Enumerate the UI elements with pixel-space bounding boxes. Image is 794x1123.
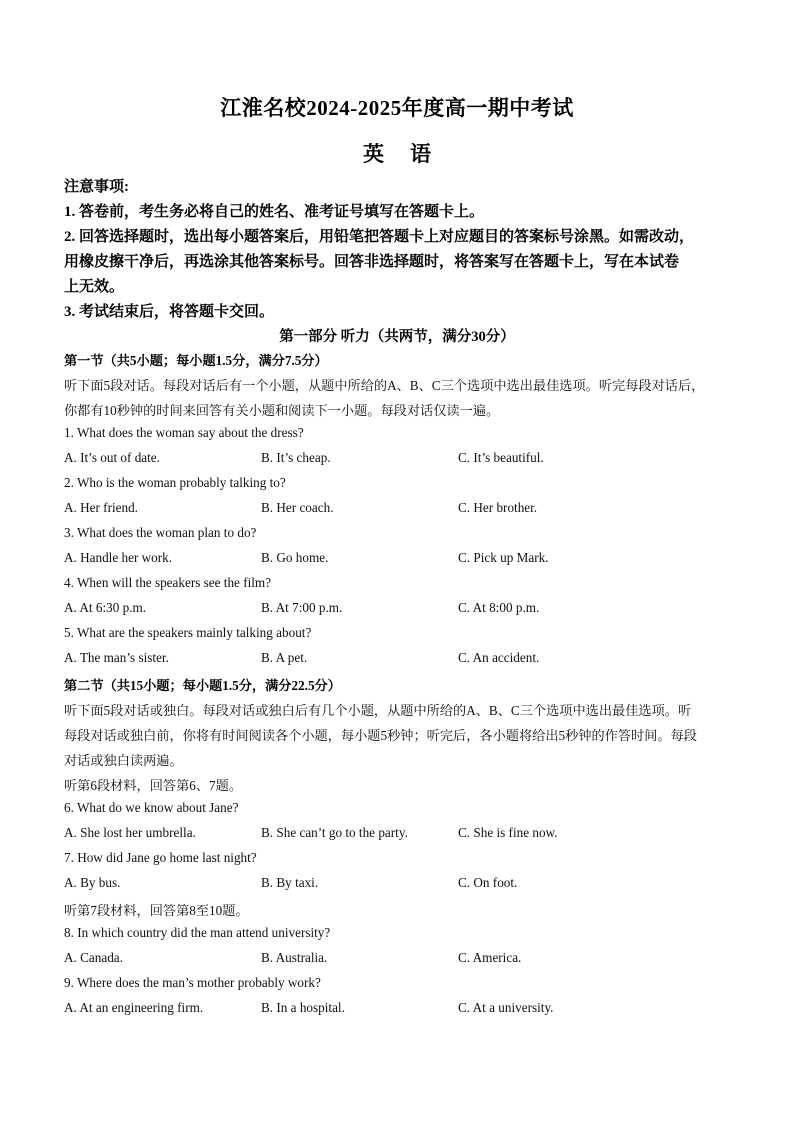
- section2-instructions: 每段对话或独白前，你将有时间阅读各个小题，每小题5秒钟；听完后，各小题将给出5秒钟的作答时间。每段: [64, 728, 697, 743]
- question-text: 7. How did Jane go home last night?: [64, 850, 257, 865]
- exam-title: 江淮名校2024-2025年度高一期中考试: [220, 96, 574, 120]
- question-text: 6. What do we know about Jane?: [64, 800, 239, 815]
- note-item: 1. 答卷前，考生务必将自己的姓名、准考证号填写在答题卡上。: [64, 204, 485, 220]
- option-a: A. It’s out of date.: [64, 450, 160, 465]
- part1-heading: 第一部分 听力（共两节，满分30分）: [279, 329, 515, 345]
- option-a: A. At 6:30 p.m.: [64, 600, 147, 615]
- section1-instructions: 听下面5段对话。每段对话后有一个小题，从题中所给的A、B、C三个选项中选出最佳选项。听完每段对话后，: [64, 378, 705, 393]
- question-text: 5. What are the speakers mainly talking about?: [64, 625, 312, 640]
- option-c: C. At 8:00 p.m.: [458, 600, 540, 615]
- option-c: C. It’s beautiful.: [458, 450, 544, 465]
- question-text: 9. Where does the man’s mother probably work?: [64, 975, 321, 990]
- question-text: 8. In which country did the man attend university?: [64, 925, 331, 940]
- option-b: B. In a hospital.: [261, 1000, 345, 1015]
- question-text: 3. What does the woman plan to do?: [64, 525, 257, 540]
- option-b: B. Go home.: [261, 550, 329, 565]
- option-a: A. Handle her work.: [64, 550, 173, 565]
- option-a: A. She lost her umbrella.: [64, 825, 196, 840]
- question-text: 2. Who is the woman probably talking to?: [64, 475, 286, 490]
- note-item: 上无效。: [64, 279, 125, 295]
- question-text: 4. When will the speakers see the film?: [64, 575, 272, 590]
- option-c: C. An accident.: [458, 650, 540, 665]
- section1-heading: 第一节（共5小题；每小题1.5分，满分7.5分）: [64, 353, 328, 368]
- option-b: B. By taxi.: [261, 875, 319, 890]
- section2-instructions: 对话或独白读两遍。: [64, 753, 183, 768]
- option-c: C. At a university.: [458, 1000, 554, 1015]
- option-b: B. At 7:00 p.m.: [261, 600, 343, 615]
- question-text: 1. What does the woman say about the dress?: [64, 425, 304, 440]
- section2-heading: 第二节（共15小题；每小题1.5分，满分22.5分）: [64, 678, 341, 693]
- option-c: C. She is fine now.: [458, 825, 558, 840]
- section1-instructions: 你都有10秒钟的时间来回答有关小题和阅读下一小题。每段对话仅读一遍。: [64, 403, 500, 418]
- note-item: 用橡皮擦干净后，再选涂其他答案标号。回答非选择题时，将答案写在答题卡上，写在本试卷: [64, 254, 680, 270]
- option-a: A. Her friend.: [64, 500, 138, 515]
- section2-instructions: 听下面5段对话或独白。每段对话或独白后有几个小题，从题中所给的A、B、C三个选项中选出最佳选项。听: [64, 703, 692, 718]
- subject-title: 英语: [363, 142, 457, 166]
- option-a: A. The man’s sister.: [64, 650, 169, 665]
- option-a: A. At an engineering firm.: [64, 1000, 204, 1015]
- option-a: A. By bus.: [64, 875, 121, 890]
- option-b: B. A pet.: [261, 650, 308, 665]
- material-note: 听第6段材料，回答第6、7题。: [64, 778, 243, 793]
- option-b: B. It’s cheap.: [261, 450, 331, 465]
- note-item: 3. 考试结束后，将答题卡交回。: [64, 304, 275, 320]
- option-c: C. On foot.: [458, 875, 518, 890]
- notes-heading: 注意事项:: [64, 179, 129, 195]
- option-c: C. Her brother.: [458, 500, 538, 515]
- option-a: A. Canada.: [64, 950, 123, 965]
- option-b: B. Australia.: [261, 950, 328, 965]
- option-b: B. She can’t go to the party.: [261, 825, 408, 840]
- note-item: 2. 回答选择题时，选出每小题答案后，用铅笔把答题卡上对应题目的答案标号涂黑。如需改动，: [64, 229, 695, 245]
- material-note: 听第7段材料，回答第8至10题。: [64, 903, 249, 918]
- option-c: C. Pick up Mark.: [458, 550, 549, 565]
- option-b: B. Her coach.: [261, 500, 334, 515]
- option-c: C. America.: [458, 950, 522, 965]
